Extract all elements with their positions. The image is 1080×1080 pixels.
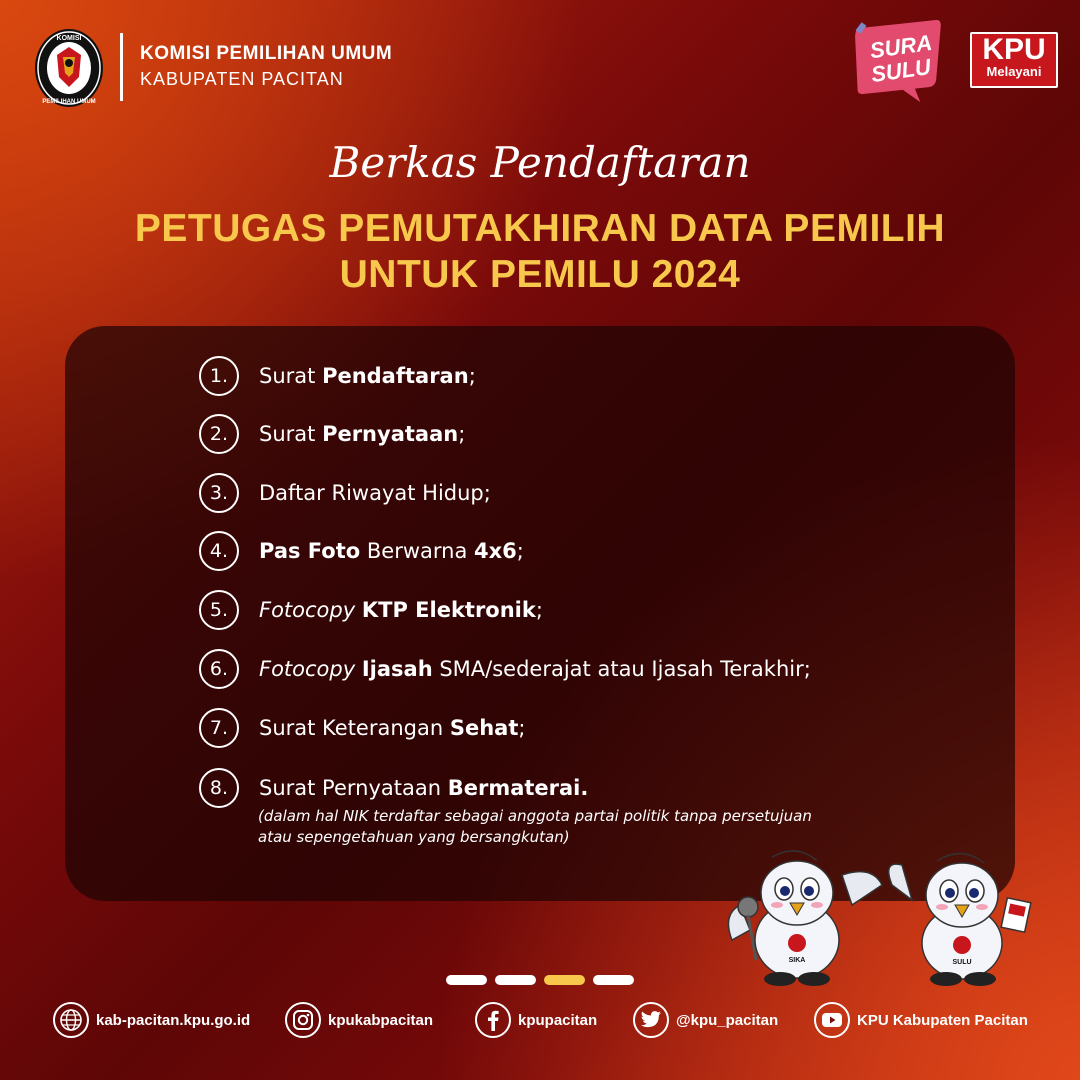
item-text-part: SMA/sederajat atau Ijasah Terakhir; bbox=[432, 657, 811, 681]
requirement-item bbox=[199, 649, 811, 689]
footer bbox=[0, 998, 1080, 1042]
globe-icon bbox=[53, 1002, 89, 1038]
footer-twitter[interactable] bbox=[633, 998, 778, 1042]
facebook-icon bbox=[475, 1002, 511, 1038]
item-number-badge: 5. bbox=[199, 590, 239, 630]
page-dot bbox=[593, 975, 634, 985]
item-text-italic: Fotocopy bbox=[259, 657, 356, 681]
item-text-bold: Sehat bbox=[449, 716, 519, 740]
item-text-part: Surat Pernyataan bbox=[259, 776, 448, 800]
footer-youtube-label: KPU Kabupaten Pacitan bbox=[857, 1011, 1028, 1029]
item-text bbox=[259, 776, 588, 800]
mascot-left-shirt: SIKA bbox=[788, 957, 806, 964]
mascots-illustration bbox=[722, 845, 1042, 995]
item-number-badge: 4. bbox=[199, 531, 239, 571]
mascot-right-shirt: SULU bbox=[952, 959, 972, 966]
item-number-badge: 3. bbox=[199, 473, 239, 513]
org-name: KOMISI PEMILIHAN UMUM bbox=[140, 43, 393, 64]
requirement-item bbox=[199, 356, 476, 396]
item-text bbox=[259, 481, 491, 505]
item-number-badge: 1. bbox=[199, 356, 239, 396]
item-text-part bbox=[355, 598, 362, 622]
script-title: Berkas Pendaftaran bbox=[329, 138, 751, 187]
main-title bbox=[0, 206, 1080, 298]
item-text bbox=[259, 598, 543, 622]
header-divider bbox=[120, 33, 123, 101]
item-text-part: ; bbox=[468, 364, 476, 388]
logo-ring-bottom: PEMILIHAN UMUM bbox=[42, 99, 96, 105]
org-subtitle: KABUPATEN PACITAN bbox=[140, 69, 344, 89]
mascot-right bbox=[889, 853, 1031, 986]
item-text-bold: Pendaftaran bbox=[322, 364, 469, 388]
kpu-melayani-logo bbox=[970, 32, 1058, 88]
requirement-item bbox=[199, 473, 491, 513]
footer-website[interactable] bbox=[53, 998, 250, 1042]
item-text-part: Berwarna bbox=[360, 539, 475, 563]
item-text-bold: Ijasah bbox=[361, 657, 433, 681]
item-text-part bbox=[355, 657, 362, 681]
item-text-part: ; bbox=[458, 422, 466, 446]
item-text-part: Surat Keterangan bbox=[259, 716, 450, 740]
main-title-line2: UNTUK PEMILU 2024 bbox=[339, 253, 741, 296]
kpu-melayani-top: KPU bbox=[982, 33, 1046, 66]
mascot-left bbox=[728, 851, 882, 986]
page-dot bbox=[495, 975, 536, 985]
footer-youtube[interactable] bbox=[814, 998, 1028, 1042]
item-number-badge: 7. bbox=[199, 708, 239, 748]
page-dot bbox=[446, 975, 487, 985]
item-text-bold: 4x6 bbox=[474, 539, 517, 563]
kpu-melayani-bottom: Melayani bbox=[986, 64, 1042, 79]
sura-sulu-logo bbox=[850, 20, 948, 106]
item-text-part: Surat bbox=[259, 364, 323, 388]
item-text-part: Daftar Riwayat Hidup; bbox=[259, 481, 491, 505]
item-text-italic: Fotocopy bbox=[259, 598, 356, 622]
item-text-bold: Bermaterai. bbox=[447, 776, 589, 800]
item-text bbox=[259, 539, 524, 563]
page-dot-active bbox=[544, 975, 585, 985]
page-indicator bbox=[446, 975, 634, 985]
item-text-part: ; bbox=[518, 716, 526, 740]
item-text-bold: Pernyataan bbox=[322, 422, 459, 446]
item-text bbox=[259, 364, 476, 388]
youtube-icon bbox=[814, 1002, 850, 1038]
footer-twitter-label: @kpu_pacitan bbox=[676, 1011, 779, 1029]
item-text-bold: KTP Elektronik bbox=[361, 598, 536, 622]
main-title-line1: PETUGAS PEMUTAKHIRAN DATA PEMILIH bbox=[134, 207, 946, 250]
requirement-item bbox=[199, 590, 543, 630]
surasulu-line2: SULU bbox=[869, 54, 933, 88]
instagram-icon bbox=[285, 1002, 321, 1038]
item-8-note: (dalam hal NIK terdaftar sebagai anggota partai politik tanpa persetujuan atau sepengetahuan yang bersangkutan) bbox=[258, 807, 812, 846]
logo-ring-top: KOMISI bbox=[56, 35, 82, 42]
surasulu-line1: SURA bbox=[868, 29, 934, 64]
item-number-badge: 2. bbox=[199, 414, 239, 454]
footer-instagram-label: kpukabpacitan bbox=[328, 1011, 434, 1029]
item-text bbox=[259, 657, 811, 681]
item-number-badge: 6. bbox=[199, 649, 239, 689]
footer-facebook[interactable] bbox=[475, 998, 597, 1042]
footer-website-label: kab-pacitan.kpu.go.id bbox=[96, 1011, 251, 1029]
requirement-item bbox=[199, 414, 465, 454]
requirement-item bbox=[199, 531, 524, 571]
requirement-item bbox=[199, 768, 588, 808]
kpu-logo bbox=[33, 27, 105, 109]
item-text-part: ; bbox=[516, 539, 524, 563]
item-text-part: Surat bbox=[259, 422, 323, 446]
footer-facebook-label: kpupacitan bbox=[518, 1011, 598, 1029]
item-text bbox=[259, 716, 525, 740]
item-text-bold: Pas Foto bbox=[259, 539, 361, 563]
item-text bbox=[259, 422, 465, 446]
footer-instagram[interactable] bbox=[285, 998, 433, 1042]
item-number-badge: 8. bbox=[199, 768, 239, 808]
twitter-icon bbox=[633, 1002, 669, 1038]
requirement-item bbox=[199, 708, 525, 748]
item-text-part: ; bbox=[535, 598, 543, 622]
